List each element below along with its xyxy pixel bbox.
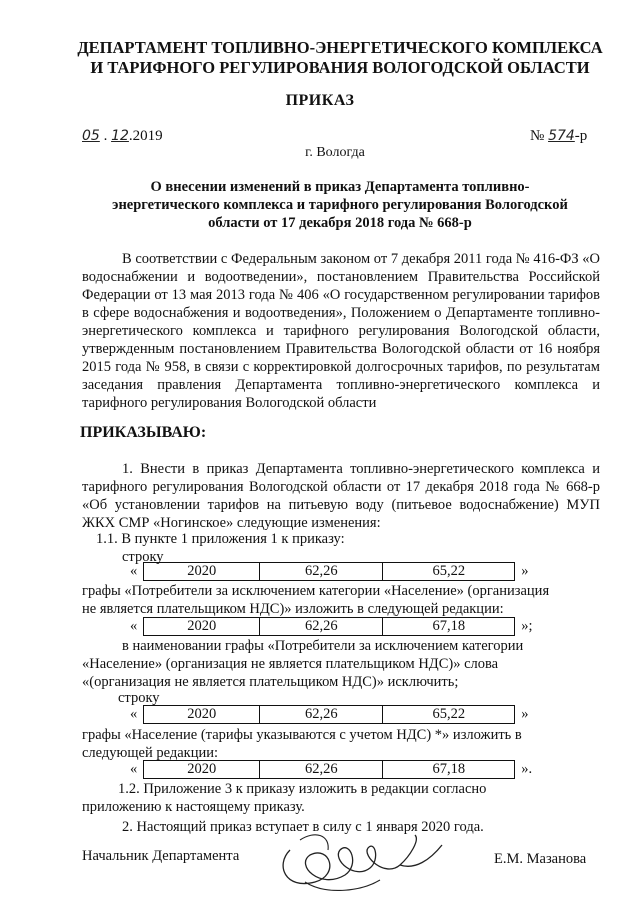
subject-line-2: энергетического комплекса и тарифного регулирования Вологодской (112, 197, 568, 213)
item-1-paragraph: 1. Внести в приказ Департамента топливно-энергетического комплекса и тарифного регулирования Вологодской области от 17 декабря 2018 года № 668-р «Об установлении тарифов на питьевую воду (питьевое водоснабжение) МУП ЖКХ СМР «Ногинское» следующие изменения: (82, 461, 600, 531)
prikazyvayu-heading: ПРИКАЗЫВАЮ: (80, 424, 207, 441)
order-date: 05 . 12.2019 (82, 128, 163, 144)
stroku-label-2: строку (118, 690, 160, 706)
item-1-2-line-a: 1.2. Приложение 3 к приказу изложить в редакции согласно (118, 781, 487, 797)
date-day: 05 (82, 128, 100, 144)
grafy-1-line-a: графы «Потребители за исключением категории «Население» (организация (82, 583, 550, 599)
tariff-row-3-cells (143, 705, 515, 724)
row-open-quote: « (130, 618, 138, 634)
signatory-position: Начальник Департамента (82, 848, 240, 864)
handwritten-signature (270, 820, 450, 900)
row-open-quote: « (130, 563, 138, 579)
tariff-row-4-cells (143, 760, 515, 779)
date-year: .2019 (128, 128, 163, 144)
subject-line-1: О внесении изменений в приказ Департамента топливно- (150, 179, 530, 195)
naim-line-b: «Население» (организация не является плательщиком НДС)» слова (82, 656, 499, 672)
number-prefix: № (530, 128, 545, 144)
grafy-1-line-b: не является плательщиком НДС)» изложить в следующей редакции: (82, 601, 504, 617)
row-value-2: 65,22 (432, 706, 466, 722)
row-value-2: 67,18 (432, 618, 466, 634)
tariff-row-2 (130, 617, 533, 636)
row-year: 2020 (144, 761, 260, 778)
item-2: 2. Настоящий приказ вступает в силу с 1 января 2020 года. (122, 819, 484, 835)
row-open-quote: « (130, 706, 138, 722)
row-close-quote: ». (521, 761, 533, 777)
grafy-2-line-b: следующей редакции: (82, 745, 219, 761)
row-year: 2020 (144, 706, 260, 723)
signatory-name: Е.М. Мазанова (494, 851, 587, 867)
row-open-quote: « (130, 761, 138, 777)
row-close-quote: » (521, 563, 529, 579)
row-value-1: 62,26 (260, 618, 383, 635)
department-header (60, 38, 620, 78)
tariff-row-1 (130, 562, 529, 581)
row-close-quote: » (521, 706, 529, 722)
order-number (530, 128, 587, 145)
tariff-row-3 (130, 705, 529, 724)
subject-line-3: области от 17 декабря 2018 года № 668-р (208, 215, 472, 231)
naim-line-c: «(организация не является плательщиком НДС)» исключить; (82, 674, 459, 690)
item-1-1: 1.1. В пункте 1 приложения 1 к приказу: (96, 531, 345, 547)
row-value-1: 62,26 (260, 706, 383, 723)
department-line-2: И ТАРИФНОГО РЕГУЛИРОВАНИЯ ВОЛОГОДСКОЙ ОБЛАСТИ (90, 58, 590, 77)
tariff-row-2-cells (143, 617, 515, 636)
item-1-2-line-b: приложению к настоящему приказу. (82, 799, 305, 815)
row-value-2: 65,22 (432, 563, 466, 579)
number-value: 574 (548, 128, 575, 144)
document-type: ПРИКАЗ (285, 92, 355, 109)
department-line-1: ДЕПАРТАМЕНТ ТОПЛИВНО-ЭНЕРГЕТИЧЕСКОГО КОМПЛЕКСА (77, 38, 603, 57)
row-year: 2020 (144, 563, 260, 580)
row-year: 2020 (144, 618, 260, 635)
grafy-2-line-a: графы «Население (тарифы указываются с учетом НДС) *» изложить в (82, 727, 522, 743)
order-subject (80, 178, 600, 232)
naim-line-a: в наименовании графы «Потребители за исключением категории (122, 638, 524, 654)
row-value-1: 62,26 (260, 761, 383, 778)
date-month: 12 (111, 128, 129, 144)
tariff-row-4 (130, 760, 532, 779)
row-close-quote: »; (521, 618, 533, 634)
row-value-2: 67,18 (432, 761, 466, 777)
city: г. Вологда (305, 145, 365, 160)
stroku-label-1: строку (122, 549, 164, 565)
number-suffix: -р (574, 128, 588, 144)
tariff-row-1-cells (143, 562, 515, 581)
preamble-paragraph: В соответствии с Федеральным законом от 7 декабря 2011 года № 416-ФЗ «О водоснабжении и водоотведении», постановлением Правительства Российской Федерации от 13 мая 2013 года № 406 «О государственном регулировании тарифов в сфере водоснабжения и водоотведения», Положением о Департаменте топливно-энергетического комплекса и тарифного регулирования Вологодской области, утвержденным постановлением Правительства Вологодской области от 16 ноября 2015 года № 958, в связи с корректировкой долгосрочных тарифов, по результатам заседания правления Департамента топливно-энергетического комплекса и тарифного регулирования Вологодской области (82, 251, 600, 411)
row-value-1: 62,26 (260, 563, 383, 580)
